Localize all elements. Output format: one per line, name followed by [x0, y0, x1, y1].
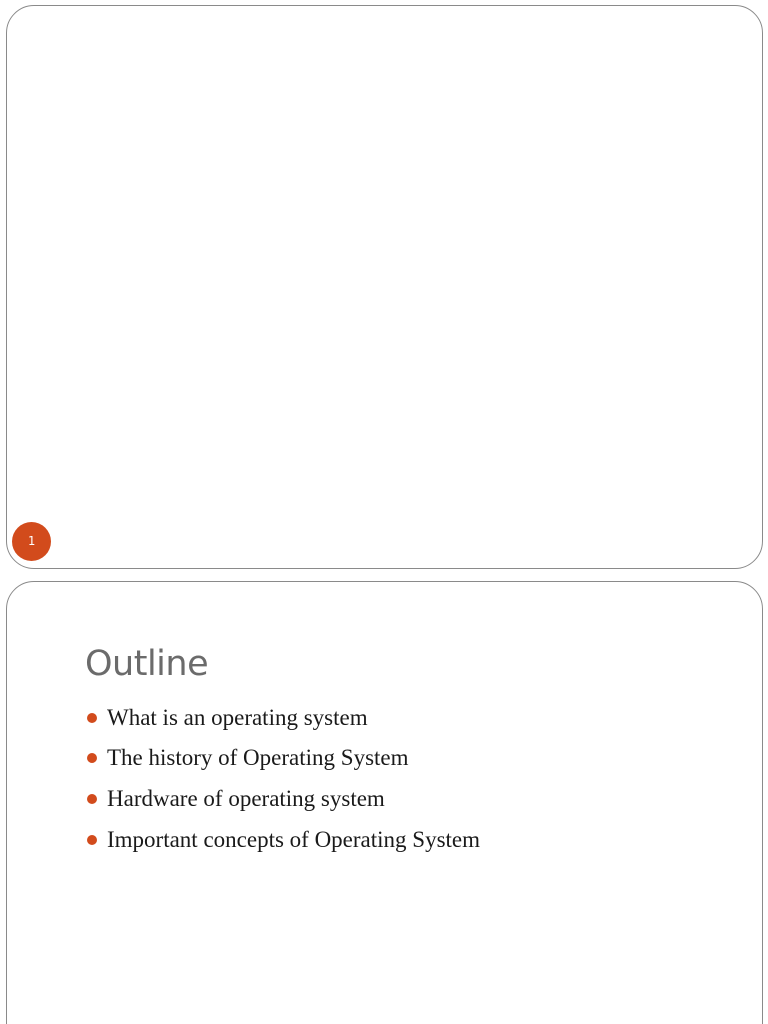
bullet-item [85, 698, 480, 738]
slide-1 [6, 5, 763, 569]
bullet-list [85, 698, 480, 860]
bullet-dot-icon [87, 794, 97, 804]
slide-number-badge: 1 [12, 522, 51, 561]
bullet-text: The history of Operating System [107, 745, 409, 770]
bullet-item [85, 738, 480, 779]
bullet-dot-icon [87, 713, 97, 723]
bullet-item [85, 779, 480, 820]
slide-title: Outline [85, 644, 209, 684]
bullet-item [85, 820, 480, 860]
bullet-text: What is an operating system [107, 705, 368, 730]
bullet-text: Hardware of operating system [107, 786, 385, 811]
bullet-dot-icon [87, 835, 97, 845]
bullet-dot-icon [87, 753, 97, 763]
bullet-text: Important concepts of Operating System [107, 827, 481, 852]
slide-2 [6, 581, 763, 1024]
